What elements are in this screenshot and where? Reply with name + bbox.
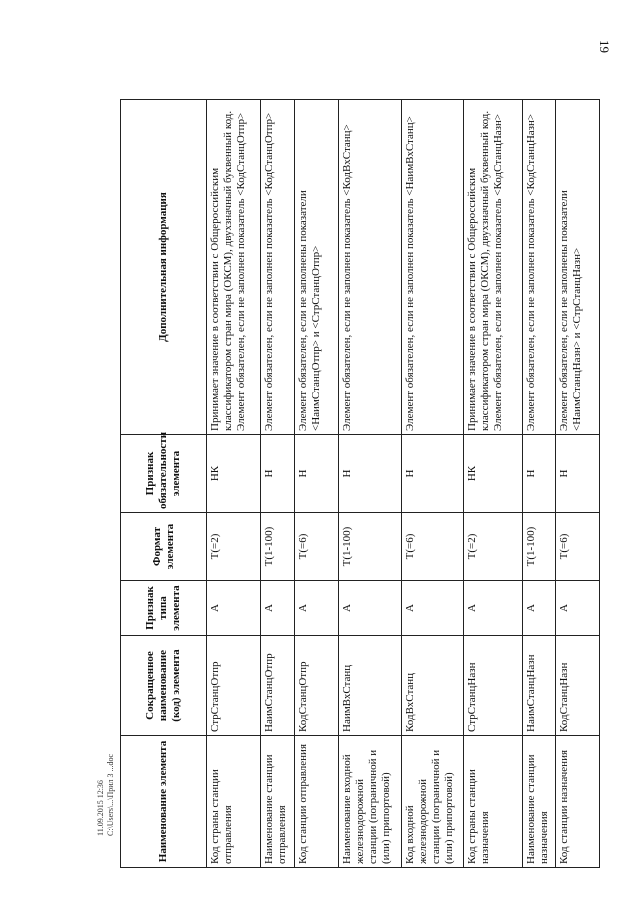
cell-additional-info: Принимает значение в соответствии с Общероссийским классификатором стран мира (ОКСМ), двухзначный буквенный код. Элемент обязателен, если не заполнен показатель <КодСтанцОтпр> xyxy=(207,100,261,435)
table-row xyxy=(556,100,600,868)
footer-line-date: 11.09.2015 12:36 xyxy=(96,780,105,836)
elements-table xyxy=(120,99,600,868)
cell-short-name: СтрСтанцОтпр xyxy=(207,636,261,736)
cell-required-flag: Н xyxy=(338,435,401,513)
table-body xyxy=(207,100,600,868)
cell-short-name: НаимСтанцОтпр xyxy=(261,636,295,736)
cell-type-flag: А xyxy=(295,581,339,636)
footer-note xyxy=(96,754,116,836)
cell-short-name: НаимВхСтанц xyxy=(338,636,401,736)
table-row xyxy=(522,100,556,868)
header-required-flag: Признак обязательности элемента xyxy=(121,435,207,513)
header-type-flag: Признак типа элемента xyxy=(121,581,207,636)
rotated-table-container xyxy=(120,100,600,868)
cell-format: Т(=2) xyxy=(463,513,522,581)
table-row xyxy=(295,100,339,868)
table-row xyxy=(338,100,401,868)
cell-additional-info: Элемент обязателен, если не заполнен показатель <КодВхСтанц> xyxy=(338,100,401,435)
cell-short-name: СтрСтанцНазн xyxy=(463,636,522,736)
cell-additional-info: Элемент обязателен, если не заполнены показатели <НаимСтанцОтпр> и <СтрСтанцОтпр> xyxy=(295,100,339,435)
cell-element-name: Код станции отправления xyxy=(295,736,339,868)
cell-required-flag: Н xyxy=(401,435,463,513)
cell-element-name: Код станции назначения xyxy=(556,736,600,868)
cell-element-name: Код страны станции назначения xyxy=(463,736,522,868)
cell-format: Т(1-100) xyxy=(261,513,295,581)
table-row xyxy=(207,100,261,868)
cell-additional-info: Элемент обязателен, если не заполнен показатель <НаимВхСтанц> xyxy=(401,100,463,435)
cell-required-flag: НК xyxy=(207,435,261,513)
cell-format: Т(1-100) xyxy=(522,513,556,581)
cell-required-flag: Н xyxy=(556,435,600,513)
footer-line-path: С:\Users\...\Прил 3 ...doc xyxy=(106,753,115,836)
cell-type-flag: А xyxy=(207,581,261,636)
table-row xyxy=(463,100,522,868)
table-row xyxy=(261,100,295,868)
cell-format: Т(=6) xyxy=(401,513,463,581)
cell-required-flag: НК xyxy=(463,435,522,513)
cell-additional-info: Элемент обязателен, если не заполнен показатель <КодСтанцНазн> xyxy=(522,100,556,435)
cell-element-name: Код страны станции отправления xyxy=(207,736,261,868)
cell-short-name: КодСтанцОтпр xyxy=(295,636,339,736)
cell-type-flag: А xyxy=(338,581,401,636)
cell-additional-info: Принимает значение в соответствии с Общероссийским классификатором стран мира (ОКСМ), двухзначный буквенный код. Элемент обязателен, если не заполнен показатель <КодСтанцНазн> xyxy=(463,100,522,435)
cell-short-name: КодВхСтанц xyxy=(401,636,463,736)
page-number: 19 xyxy=(597,40,612,53)
cell-additional-info: Элемент обязателен, если не заполнен показатель <КодСтанцОтпр> xyxy=(261,100,295,435)
cell-required-flag: Н xyxy=(295,435,339,513)
header-short-name: Сокращенное наименование (код) элемента xyxy=(121,636,207,736)
cell-format: Т(=6) xyxy=(295,513,339,581)
header-additional-info: Дополнительная информация xyxy=(121,100,207,435)
header-element-name: Наименование элемента xyxy=(121,736,207,868)
cell-format: Т(=2) xyxy=(207,513,261,581)
cell-short-name: КодСтанцНазн xyxy=(556,636,600,736)
cell-format: Т(=6) xyxy=(556,513,600,581)
cell-short-name: НаимСтанцНазн xyxy=(522,636,556,736)
cell-format: Т(1-100) xyxy=(338,513,401,581)
cell-required-flag: Н xyxy=(261,435,295,513)
table-header-row xyxy=(121,100,207,868)
cell-type-flag: А xyxy=(401,581,463,636)
cell-element-name: Наименование станции назначения xyxy=(522,736,556,868)
cell-additional-info: Элемент обязателен, если не заполнены показатели <НаимСтанцНазн> и <СтрСтанцНазн> xyxy=(556,100,600,435)
cell-element-name: Код входной железнодорожной станции (пограничной и (или) припортовой) xyxy=(401,736,463,868)
header-format: Формат элемента xyxy=(121,513,207,581)
cell-type-flag: А xyxy=(556,581,600,636)
cell-type-flag: А xyxy=(522,581,556,636)
cell-required-flag: Н xyxy=(522,435,556,513)
cell-type-flag: А xyxy=(463,581,522,636)
cell-type-flag: А xyxy=(261,581,295,636)
cell-element-name: Наименование входной железнодорожной станции (пограничной и (или) припортовой) xyxy=(338,736,401,868)
table-row xyxy=(401,100,463,868)
cell-element-name: Наименование станции отправления xyxy=(261,736,295,868)
